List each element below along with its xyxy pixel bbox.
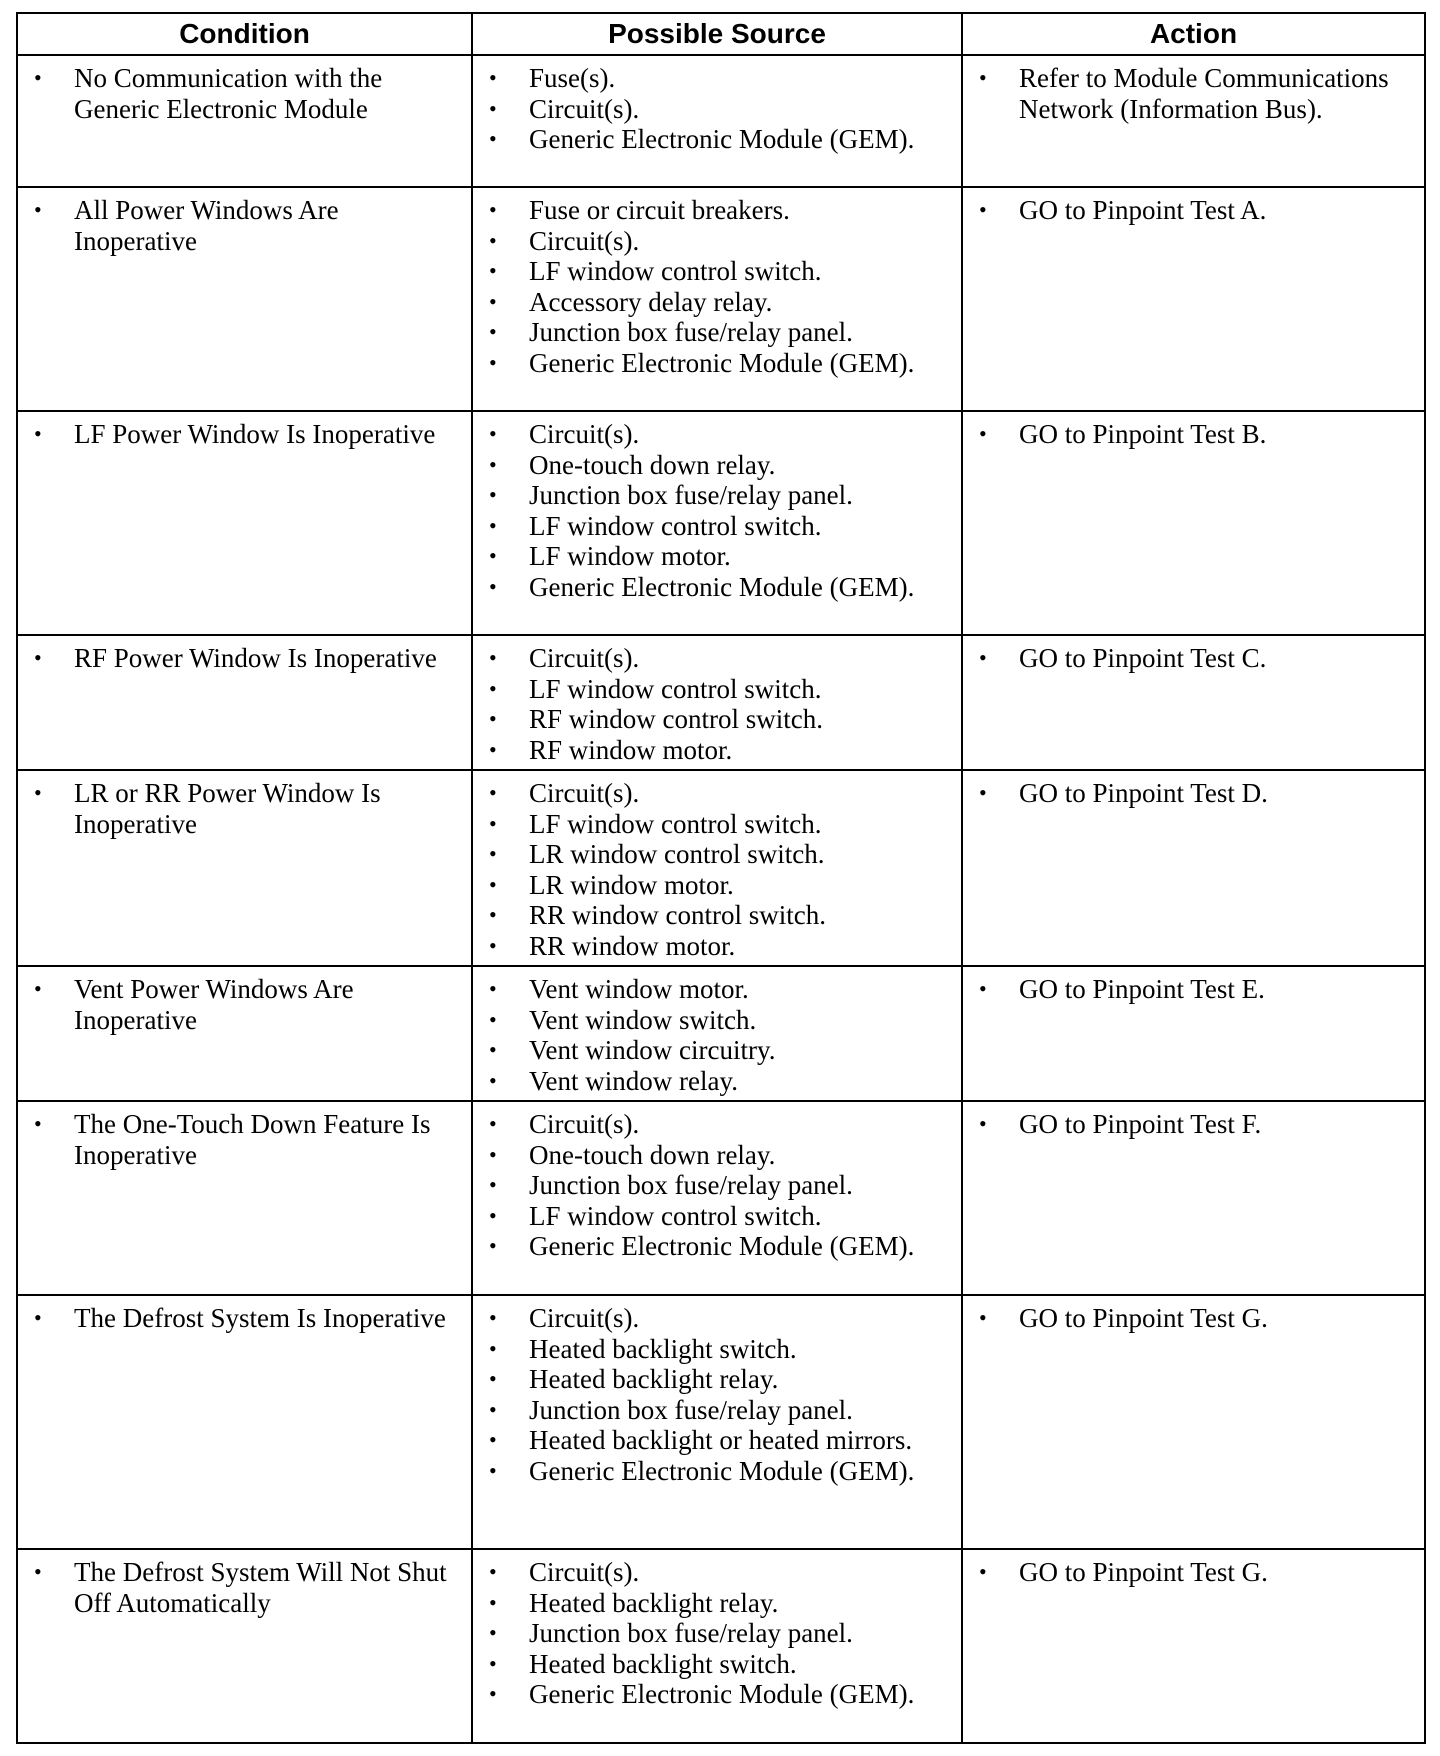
source-item: • Generic Electronic Module (GEM).	[483, 1679, 953, 1710]
header-row	[17, 13, 1425, 55]
source-item: • Circuit(s).	[483, 1557, 953, 1588]
source-item: • Generic Electronic Module (GEM).	[483, 1231, 953, 1262]
table-row	[17, 55, 1425, 187]
bullet-list	[483, 1303, 953, 1486]
action-text: • GO to Pinpoint Test C.	[973, 643, 1416, 674]
table-row	[17, 966, 1425, 1101]
condition-text: • LR or RR Power Window Is Inoperative	[28, 778, 463, 839]
source-item: • Junction box fuse/relay panel.	[483, 317, 953, 348]
possible-source-cell	[472, 1101, 962, 1295]
bullet-list	[483, 419, 953, 602]
source-item: • Circuit(s).	[483, 419, 953, 450]
bullet-list	[483, 195, 953, 378]
possible-source-cell	[472, 187, 962, 411]
action-cell	[962, 411, 1425, 635]
bullet-list	[483, 974, 953, 1096]
condition-text: • The Defrost System Is Inoperative	[28, 1303, 463, 1334]
source-item: • Junction box fuse/relay panel.	[483, 480, 953, 511]
bullet-list	[973, 63, 1416, 124]
action-header: Action	[962, 13, 1425, 55]
source-item: • Accessory delay relay.	[483, 287, 953, 318]
possible-source-cell	[472, 1295, 962, 1549]
source-item: • RR window control switch.	[483, 900, 953, 931]
source-item: • LF window control switch.	[483, 809, 953, 840]
condition-cell	[17, 635, 472, 770]
source-item: • LF window control switch.	[483, 674, 953, 705]
possible-source-cell	[472, 966, 962, 1101]
action-text: • GO to Pinpoint Test F.	[973, 1109, 1416, 1140]
source-item: • Vent window motor.	[483, 974, 953, 1005]
source-item: • LR window control switch.	[483, 839, 953, 870]
source-item: • Circuit(s).	[483, 643, 953, 674]
possible-source-header: Possible Source	[472, 13, 962, 55]
source-item: • RF window motor.	[483, 735, 953, 766]
source-item: • LF window control switch.	[483, 1201, 953, 1232]
source-item: • Fuse or circuit breakers.	[483, 195, 953, 226]
source-item: • RF window control switch.	[483, 704, 953, 735]
action-cell	[962, 770, 1425, 966]
bullet-list	[483, 1557, 953, 1710]
bullet-list	[973, 974, 1416, 1005]
condition-cell	[17, 411, 472, 635]
bullet-list	[28, 1303, 463, 1334]
source-item: • Heated backlight switch.	[483, 1334, 953, 1365]
action-text: • GO to Pinpoint Test B.	[973, 419, 1416, 450]
table-row	[17, 770, 1425, 966]
source-item: • Heated backlight switch.	[483, 1649, 953, 1680]
action-cell	[962, 1101, 1425, 1295]
source-item: • Generic Electronic Module (GEM).	[483, 348, 953, 379]
condition-cell	[17, 966, 472, 1101]
condition-cell	[17, 1549, 472, 1743]
source-item: • LF window control switch.	[483, 511, 953, 542]
action-text: • GO to Pinpoint Test G.	[973, 1557, 1416, 1588]
action-text: • GO to Pinpoint Test E.	[973, 974, 1416, 1005]
source-item: • Generic Electronic Module (GEM).	[483, 124, 953, 155]
bullet-list	[973, 643, 1416, 674]
source-item: • LR window motor.	[483, 870, 953, 901]
source-item: • Fuse(s).	[483, 63, 953, 94]
action-cell	[962, 635, 1425, 770]
bullet-list	[28, 195, 463, 256]
bullet-list	[28, 419, 463, 450]
bullet-list	[483, 643, 953, 765]
bullet-list	[973, 195, 1416, 226]
source-item: • One-touch down relay.	[483, 1140, 953, 1171]
symptom-chart-table	[16, 12, 1426, 1744]
source-item: • Junction box fuse/relay panel.	[483, 1395, 953, 1426]
source-item: • Generic Electronic Module (GEM).	[483, 1456, 953, 1487]
source-item: • One-touch down relay.	[483, 450, 953, 481]
condition-cell	[17, 55, 472, 187]
bullet-list	[973, 1303, 1416, 1334]
table-row	[17, 411, 1425, 635]
source-item: • Junction box fuse/relay panel.	[483, 1618, 953, 1649]
possible-source-cell	[472, 1549, 962, 1743]
possible-source-cell	[472, 411, 962, 635]
condition-text: • No Communication with the Generic Electronic Module	[28, 63, 463, 124]
source-item: • Generic Electronic Module (GEM).	[483, 572, 953, 603]
source-item: • LF window motor.	[483, 541, 953, 572]
table-row	[17, 1295, 1425, 1549]
possible-source-cell	[472, 55, 962, 187]
action-cell	[962, 1549, 1425, 1743]
bullet-list	[28, 778, 463, 839]
condition-text: • The Defrost System Will Not Shut Off Automatically	[28, 1557, 463, 1618]
source-item: • Vent window switch.	[483, 1005, 953, 1036]
source-item: • Junction box fuse/relay panel.	[483, 1170, 953, 1201]
table-row	[17, 1549, 1425, 1743]
action-cell	[962, 187, 1425, 411]
condition-text: • RF Power Window Is Inoperative	[28, 643, 463, 674]
source-item: • LF window control switch.	[483, 256, 953, 287]
condition-cell	[17, 1101, 472, 1295]
source-item: • Heated backlight or heated mirrors.	[483, 1425, 953, 1456]
source-item: • Circuit(s).	[483, 778, 953, 809]
bullet-list	[28, 1557, 463, 1618]
action-text: • GO to Pinpoint Test G.	[973, 1303, 1416, 1334]
source-item: • Vent window relay.	[483, 1066, 953, 1097]
bullet-list	[973, 419, 1416, 450]
bullet-list	[28, 1109, 463, 1170]
action-text: • GO to Pinpoint Test A.	[973, 195, 1416, 226]
bullet-list	[28, 974, 463, 1035]
condition-cell	[17, 1295, 472, 1549]
bullet-list	[973, 1557, 1416, 1588]
bullet-list	[483, 778, 953, 961]
bullet-list	[483, 63, 953, 155]
source-item: • Circuit(s).	[483, 226, 953, 257]
condition-cell	[17, 770, 472, 966]
possible-source-cell	[472, 635, 962, 770]
source-item: • Circuit(s).	[483, 1109, 953, 1140]
condition-text: • Vent Power Windows Are Inoperative	[28, 974, 463, 1035]
source-item: • RR window motor.	[483, 931, 953, 962]
bullet-list	[973, 1109, 1416, 1140]
condition-cell	[17, 187, 472, 411]
condition-header: Condition	[17, 13, 472, 55]
bullet-list	[973, 778, 1416, 809]
condition-text: • LF Power Window Is Inoperative	[28, 419, 463, 450]
condition-text: • The One-Touch Down Feature Is Inoperative	[28, 1109, 463, 1170]
action-cell	[962, 966, 1425, 1101]
bullet-list	[28, 63, 463, 124]
table-row	[17, 1101, 1425, 1295]
possible-source-cell	[472, 770, 962, 966]
source-item: • Circuit(s).	[483, 1303, 953, 1334]
source-item: • Heated backlight relay.	[483, 1588, 953, 1619]
source-item: • Heated backlight relay.	[483, 1364, 953, 1395]
source-item: • Circuit(s).	[483, 94, 953, 125]
table-row	[17, 635, 1425, 770]
action-text: • GO to Pinpoint Test D.	[973, 778, 1416, 809]
source-item: • Vent window circuitry.	[483, 1035, 953, 1066]
table-row	[17, 187, 1425, 411]
action-text: • Refer to Module Communications Network (Information Bus).	[973, 63, 1416, 124]
chart-body	[17, 55, 1425, 1743]
bullet-list	[483, 1109, 953, 1262]
action-cell	[962, 1295, 1425, 1549]
action-cell	[962, 55, 1425, 187]
condition-text: • All Power Windows Are Inoperative	[28, 195, 463, 256]
bullet-list	[28, 643, 463, 674]
